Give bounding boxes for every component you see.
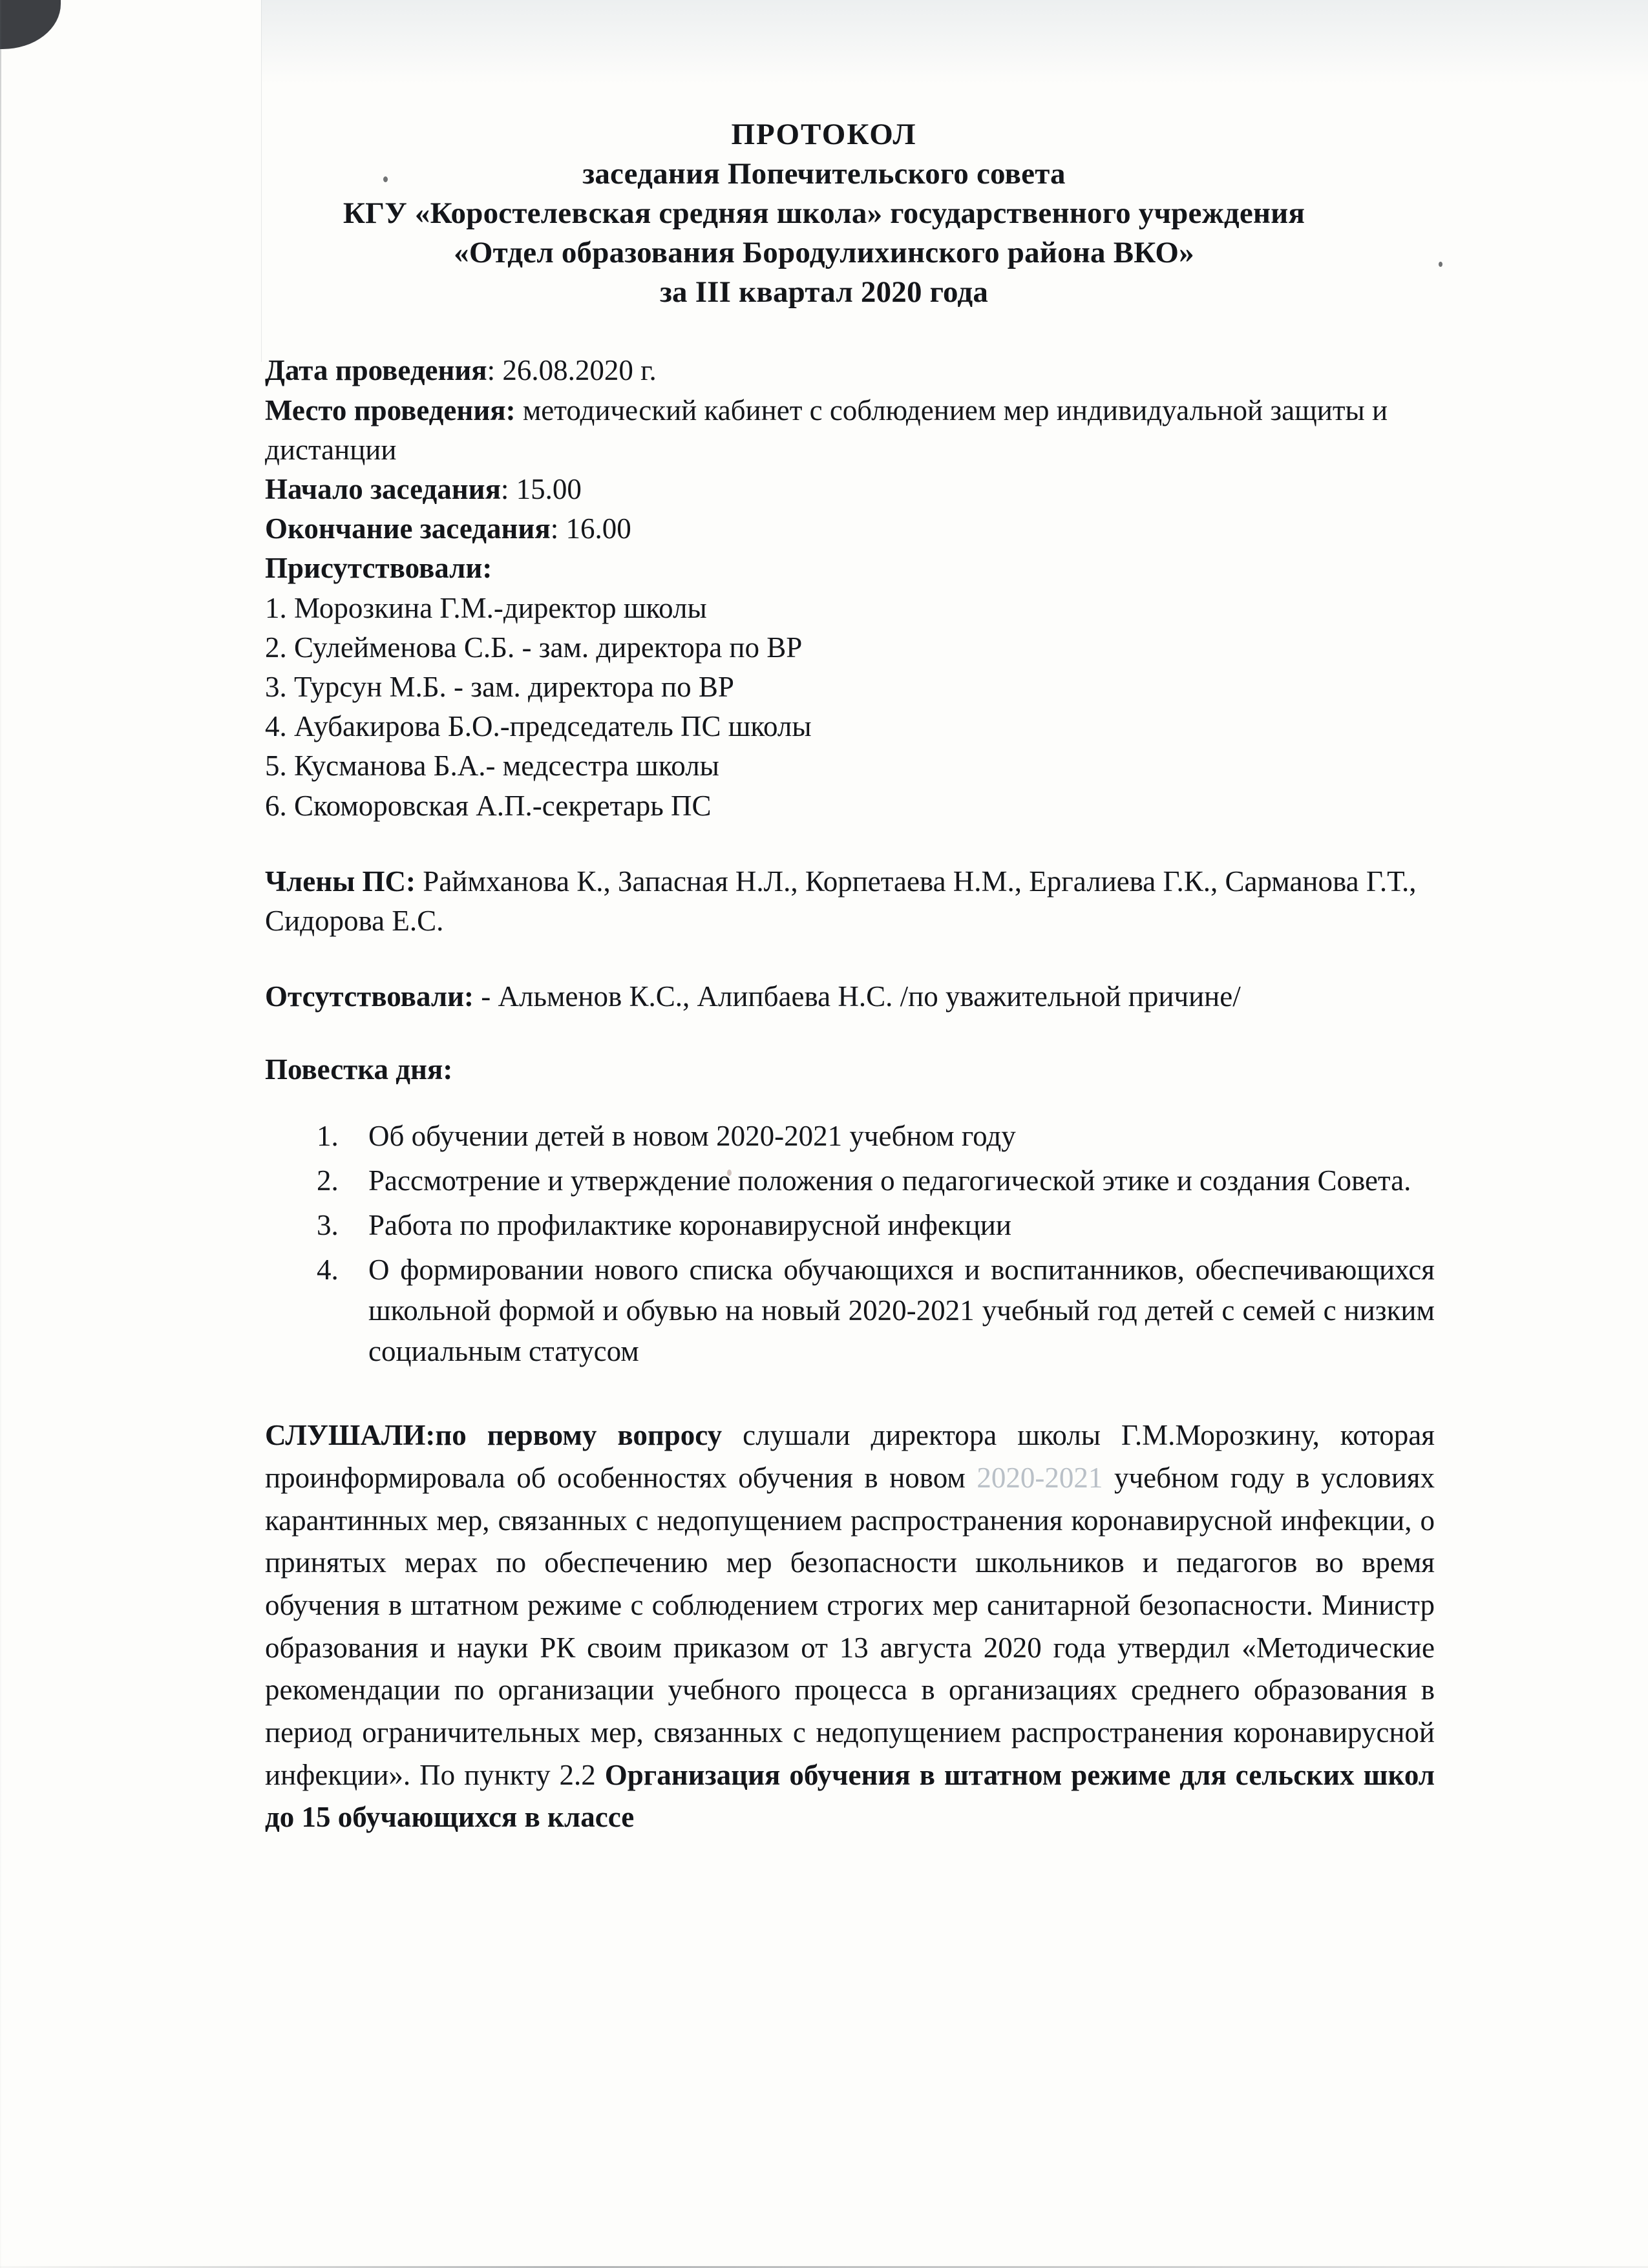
meta-row-end (265, 509, 1428, 549)
agenda-item: Рассмотрение и утверждение положения о педагогической этике и создания Совета. (368, 1164, 1411, 1197)
heard-question-bold: по первому вопросу (435, 1419, 723, 1452)
title-line-school: КГУ «Коростелевская средняя школа» государственного учреждения (343, 196, 1305, 231)
members-label: Члены ПС: (265, 865, 416, 898)
list-item: 2. Сулейменова С.Б. - зам. директора по ВР (265, 631, 803, 664)
attendees-list (265, 589, 1428, 826)
meta-row-date (265, 351, 1428, 390)
start-time-value: : 15.00 (500, 473, 582, 506)
end-time-label: Окончание заседания (265, 512, 551, 545)
meeting-meta-block (0, 351, 1648, 825)
agenda-item: Работа по профилактике коронавирусной инфекции (368, 1209, 1011, 1242)
title-line-quarter: за III квартал 2020 года (659, 275, 989, 310)
document-title-block (0, 0, 1648, 312)
title-line-protokol: ПРОТОКОЛ (731, 118, 917, 151)
end-time-value: : 16.00 (550, 512, 631, 545)
heard-faded-year: 2020-2021 (977, 1461, 1103, 1494)
absent-value: - Альменов К.С., Алипбаева Н.С. /по уважительной причине/ (474, 980, 1241, 1013)
date-label: Дата проведения (265, 354, 487, 387)
date-value: : 26.08.2020 г. (487, 354, 657, 387)
agenda-heading: Повестка дня: (265, 1053, 453, 1086)
attendees-label: Присутствовали: (265, 552, 492, 585)
meta-row-start (265, 470, 1428, 509)
heard-paragraph (0, 1414, 1648, 1839)
heard-tail-bold: Организация обучения в штатном режиме для сельских школ до 15 обучающихся в классе (265, 1758, 1435, 1834)
absentees-block (0, 977, 1648, 1016)
meta-row-place (265, 391, 1428, 470)
list-item: 4. Аубакирова Б.О.-председатель ПС школы (265, 710, 812, 743)
agenda-list (0, 1116, 1648, 1372)
place-value: методический кабинет с соблюдением мер индивидуальной защиты и дистанции (265, 394, 1388, 466)
agenda-item: Об обучении детей в новом 2020-2021 учебном году (368, 1120, 1016, 1153)
absent-label: Отсутствовали: (265, 980, 474, 1013)
council-members-block (0, 862, 1648, 941)
heard-text-part1: слушали директора школы Г.М.Морозкину, (722, 1419, 1320, 1452)
heard-label: СЛУШАЛИ: (265, 1419, 436, 1452)
title-line-council: заседания Попечительского совета (582, 157, 1066, 191)
heard-text-part2: которая проинформировала об особенностях обучения в новом (265, 1419, 1435, 1494)
place-label: Место проведения: (265, 394, 516, 426)
list-item: 1. Морозкина Г.М.-директор школы (265, 591, 707, 624)
title-line-department: «Отдел образования Бородулихинского района ВКО» (454, 236, 1194, 270)
start-time-label: Начало заседания (265, 473, 501, 506)
list-item: 5. Кусманова Б.А.- медсестра школы (265, 750, 719, 782)
agenda-item: О формировании нового списка обучающихся и воспитанников, обеспечивающихся школьной формой и обувью на новый 2020-2021 учебный год детей с семей с низким социальным статусом (368, 1254, 1435, 1368)
heard-text-part3: учебном году в условиях карантинных мер, связанных с недопущением распространения коронавирусной инфекции, о принятых мерах по обеспечению мер безопасности школьников и педагогов во время обучения в штатном режиме с соблюдением строгих мер санитарной безопасности. Министр образования и науки РК своим приказом от 13 августа 2020 года утвердил «Методические рекомендации по организации учебного процесса в организациях среднего образования в период ограничительных мер, связанных с недопущением распространения коронавирусной инфекции». По пункту 2.2 (265, 1461, 1435, 1791)
list-item: 3. Турсун М.Б. - зам. директора по ВР (265, 670, 734, 703)
members-value: Раймханова К., Запасная Н.Л., Корпетаева Н.М., Ергалиева Г.К., Сарманова Г.Т., Сидорова Е.С. (265, 865, 1417, 937)
list-item: 6. Скоморовская А.П.-секретарь ПС (265, 789, 712, 822)
